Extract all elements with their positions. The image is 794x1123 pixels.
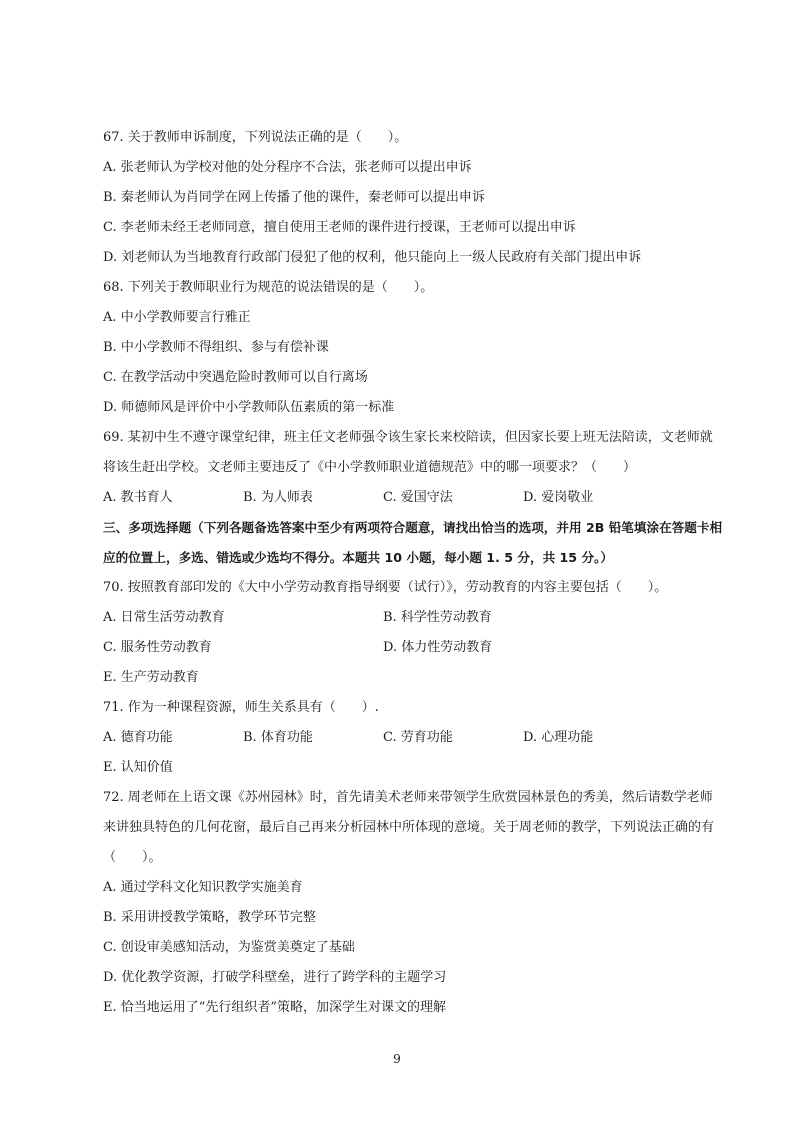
section-3-heading: 三、多项选择题（下列各题备选答案中至少有两项符合题意，请找出恰当的选项，并用 2B 铅笔填涂在答题卡相应的位置上，多选、错选或少选均不得分。本题共 10 小题，每小题 1. 5 分，共 15 分。）: [103, 520, 723, 565]
question-72-option-d: D. 优化教学资源，打破学科壁垒，进行了跨学科的主题学习: [103, 970, 447, 985]
page-number: 9: [393, 1052, 401, 1066]
question-69-option-b: B. 为人师表: [243, 490, 313, 505]
question-69-stem: 69. 某初中生不遵守课堂纪律，班主任文老师强令该生家长来校陪读，但因家长要上班无法陪读，文老师就将该生赶出学校。文老师主要违反了《中小学教师职业道德规范》中的哪一项要求？（ ）: [103, 430, 713, 475]
question-70-option-d: D. 体力性劳动教育: [383, 640, 493, 655]
question-67-option-c: C. 李老师未经王老师同意，擅自使用王老师的课件进行授课，王老师可以提出申诉: [103, 220, 576, 235]
question-72-option-b: B. 采用讲授教学策略，教学环节完整: [103, 910, 316, 925]
question-71-options: [103, 728, 723, 748]
question-72-option-e: E. 恰当地运用了“先行组织者”策略，加深学生对课文的理解: [103, 1000, 447, 1015]
question-72-stem: 72. 周老师在上语文课《苏州园林》时，首先请美术老师来带领学生欣赏园林景色的秀美，然后请数学老师来讲独具特色的几何花窗，最后自己再来分析园林中所体现的意境。关于周老师的教学，下列说法正确的有（ ）。: [103, 790, 715, 865]
question-71-option-b: B. 体育功能: [243, 730, 313, 745]
question-71-option-a: A. 德育功能: [103, 730, 173, 745]
question-68-stem: 68. 下列关于教师职业行为规范的说法错误的是（ ）。: [103, 280, 434, 295]
question-68-option-b: B. 中小学教师不得组织、参与有偿补课: [103, 340, 329, 355]
question-70-option-b: B. 科学性劳动教育: [383, 610, 492, 625]
question-69-option-a: A. 教书育人: [103, 490, 173, 505]
question-68-option-c: C. 在教学活动中突遇危险时教师可以自行离场: [103, 370, 368, 385]
question-72-option-a: A. 通过学科文化知识教学实施美育: [103, 880, 303, 895]
question-68-option-d: D. 师德师风是评价中小学教师队伍素质的第一标准: [103, 400, 395, 415]
question-67-option-a: A. 张老师认为学校对他的处分程序不合法，张老师可以提出申诉: [103, 160, 472, 175]
question-72-option-c: C. 创设审美感知活动，为鉴赏美奠定了基础: [103, 940, 355, 955]
question-71-stem: 71. 作为一种课程资源，师生关系具有（ ）.: [103, 700, 379, 715]
question-70-option-e: E. 生产劳动教育: [103, 670, 199, 685]
question-67-option-d: D. 刘老师认为当地教育行政部门侵犯了他的权利，他只能向上一级人民政府有关部门提出申诉: [103, 250, 642, 265]
question-67-stem: 67. 关于教师申诉制度，下列说法正确的是（ ）。: [103, 130, 408, 145]
question-71-option-c: C. 劳育功能: [383, 730, 453, 745]
question-69-options: [103, 488, 723, 508]
question-70-option-c: C. 服务性劳动教育: [103, 640, 212, 655]
question-70-option-a: A. 日常生活劳动教育: [103, 610, 225, 625]
question-67-option-b: B. 秦老师认为肖同学在网上传播了他的课件，秦老师可以提出申诉: [103, 190, 485, 205]
question-70-stem: 70. 按照教育部印发的《大中小学劳动教育指导纲要（试行）》，劳动教育的内容主要包括（ ）。: [103, 580, 668, 595]
question-71-option-d: D. 心理功能: [523, 730, 594, 745]
question-68-option-a: A. 中小学教师要言行雅正: [103, 310, 251, 325]
question-71-option-e: E. 认知价值: [103, 760, 173, 775]
question-69-option-c: C. 爱国守法: [383, 490, 453, 505]
question-70-options-row1: [103, 608, 723, 628]
question-70-options-row2: [103, 638, 723, 658]
question-69-option-d: D. 爱岗敬业: [523, 490, 594, 505]
